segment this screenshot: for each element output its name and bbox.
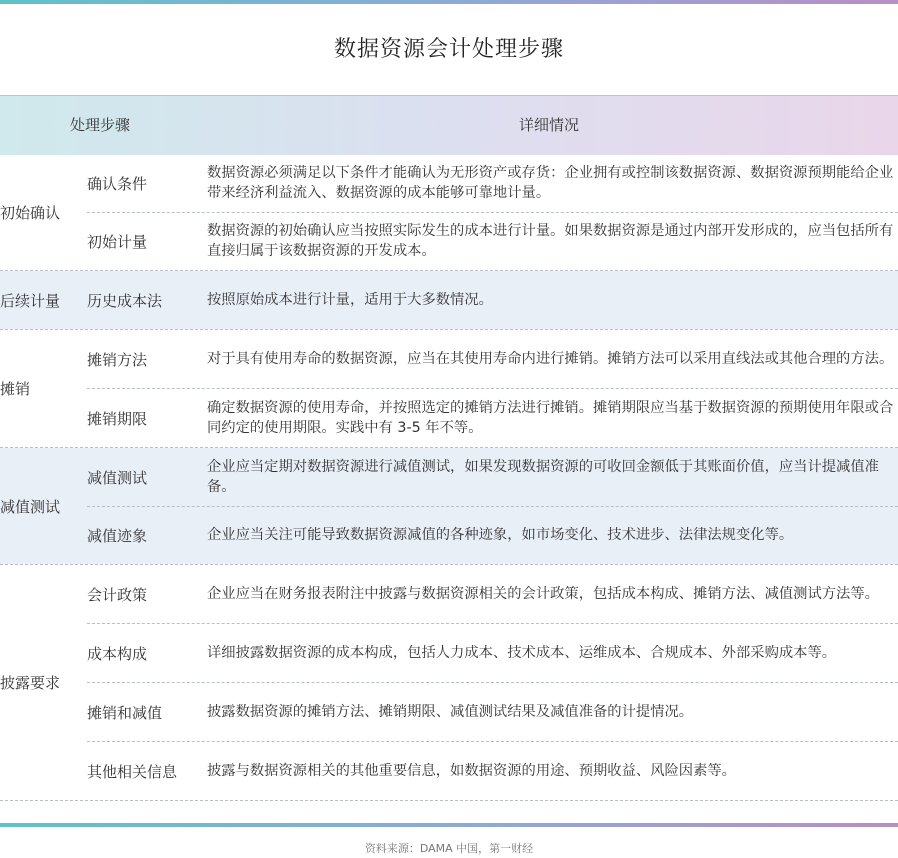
group-divider: [0, 800, 898, 801]
row-detail-text: 披露数据资源的摊销方法、摊销期限、减值测试结果及减值准备的计提情况。: [207, 704, 694, 720]
group-initial-recognition: [0, 154, 898, 270]
row-detail-text: 企业应当关注可能导致数据资源减值的各种迹象，如市场变化、技术进步、法律法规变化等。: [207, 527, 794, 543]
row-step: 其他相关信息: [87, 762, 178, 781]
source-note: 资料来源：DAMA 中国，第一财经: [364, 842, 534, 855]
row-detail-text: 详细披露数据资源的成本构成，包括人力成本、技术成本、运维成本、合规成本、外部采购成本等。: [207, 645, 837, 661]
bottom-accent-bar: [0, 823, 898, 827]
row-detail-text: 数据资源必须满足以下条件才能确认为无形资产或存货：企业拥有或控制该数据资源、数据资源预期能给企业带来经济利益流入、数据资源的成本能够可靠地计量。: [207, 165, 894, 201]
row-step: 减值测试: [87, 468, 148, 487]
row-detail-text: 按照原始成本进行计量，适用于大多数情况。: [207, 292, 493, 308]
row-step: 摊销方法: [87, 350, 148, 369]
header-step: 处理步骤: [69, 116, 130, 134]
row-step: 摊销和减值: [87, 703, 163, 722]
row-detail: [207, 624, 897, 682]
group-label: 后续计量: [0, 291, 61, 310]
page-title: 数据资源会计处理步骤: [333, 37, 564, 62]
row-detail: [207, 389, 897, 447]
table-row: [0, 506, 898, 564]
table-row: [0, 389, 898, 447]
row-detail-text: 企业应当定期对数据资源进行减值测试，如果发现数据资源的可收回金额低于其账面价值，应当计提减值准备。: [207, 459, 879, 495]
top-accent-bar: [0, 0, 898, 4]
group-impairment: [0, 448, 898, 564]
table-row: [0, 212, 898, 270]
row-detail: [207, 565, 897, 623]
row-detail-text: 企业应当在财务报表附注中披露与数据资源相关的会计政策，包括成本构成、摊销方法、减值测试方法等。: [207, 586, 879, 602]
row-step: 减值迹象: [87, 526, 148, 545]
row-step: 摊销期限: [87, 409, 148, 428]
table-row: [0, 742, 898, 800]
row-step: 历史成本法: [87, 291, 163, 310]
row-detail-text: 数据资源的初始确认应当按照实际发生的成本进行计量。如果数据资源是通过内部开发形成的，应当包括所有直接归属于该数据资源的开发成本。: [207, 223, 894, 259]
group-label: 初始确认: [0, 203, 61, 222]
row-detail-text: 确定数据资源的使用寿命，并按照选定的摊销方法进行摊销。摊销期限应当基于数据资源的预期使用年限或合同约定的使用期限。实践中有 3-5 年不等。: [207, 400, 894, 436]
row-step: 成本构成: [87, 644, 148, 663]
table-row: [0, 683, 898, 741]
table-row: [0, 624, 898, 682]
row-detail: [207, 154, 897, 212]
row-detail-text: 对于具有使用寿命的数据资源，应当在其使用寿命内进行摊销。摊销方法可以采用直线法或其他合理的方法。: [207, 351, 894, 367]
group-amortization: [0, 330, 898, 447]
row-detail: [207, 330, 897, 388]
row-step: 初始计量: [87, 232, 148, 251]
group-disclosure: [0, 565, 898, 800]
group-label: 摊销: [0, 380, 31, 398]
row-step: 会计政策: [87, 585, 148, 604]
table-row: [0, 271, 898, 329]
table-header: [0, 95, 898, 155]
header-detail: 详细情况: [518, 116, 579, 134]
row-detail: [207, 271, 897, 329]
table-row: [0, 330, 898, 388]
group-subsequent-measurement: [0, 271, 898, 329]
group-label: 披露要求: [0, 674, 61, 692]
row-detail: [207, 448, 897, 506]
row-step: 确认条件: [87, 174, 148, 193]
row-detail-text: 披露与数据资源相关的其他重要信息，如数据资源的用途、预期收益、风险因素等。: [207, 763, 736, 779]
row-detail: [207, 683, 897, 741]
table-row: [0, 448, 898, 506]
row-detail: [207, 742, 897, 800]
row-detail: [207, 212, 897, 270]
row-detail: [207, 506, 897, 564]
group-label: 减值测试: [0, 497, 61, 516]
table-row: [0, 565, 898, 623]
table-row: [0, 154, 898, 212]
